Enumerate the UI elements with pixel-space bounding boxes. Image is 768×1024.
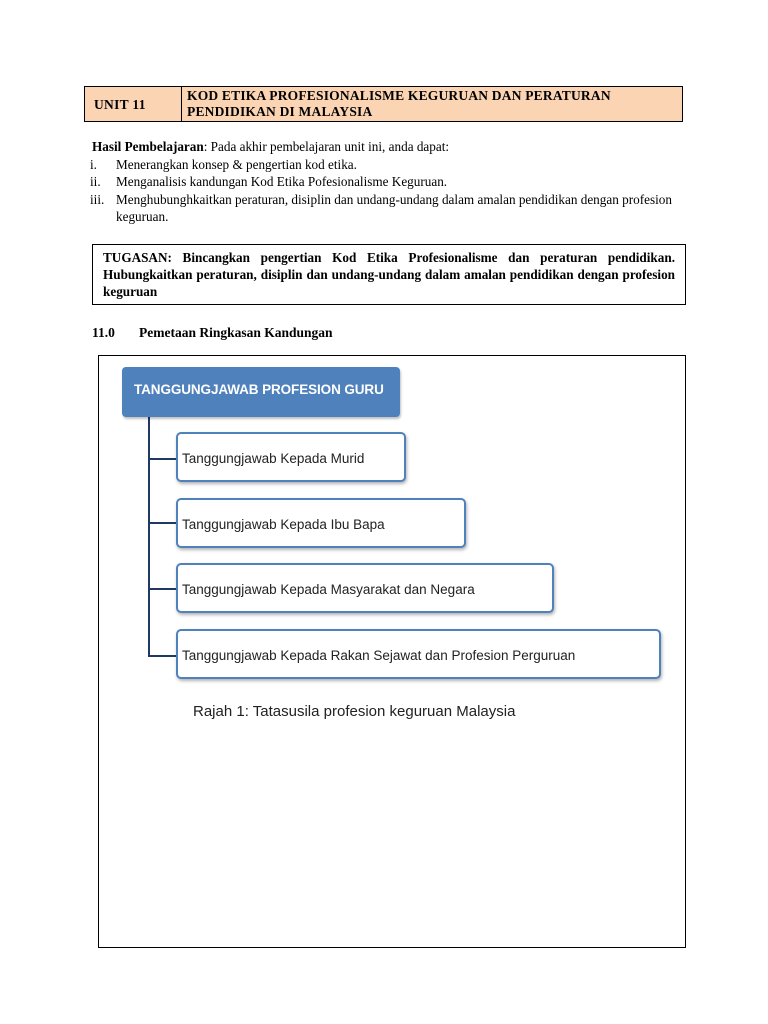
outcome-number: ii. [90, 174, 101, 189]
diagram-node-ibu-bapa: Tanggungjawab Kepada Ibu Bapa [176, 498, 466, 548]
outcomes-lead-bold: Hasil Pembelajaran [92, 139, 204, 154]
diagram-root-node: TANGGUNGJAWAB PROFESION GURU [122, 367, 400, 417]
outcome-text: Menghubunghkaitkan peraturan, disiplin dan undang-undang dalam amalan pendidikan dengan profesion keguruan. [116, 191, 672, 224]
outcome-number: iii. [90, 191, 105, 207]
section-title: Pemetaan Ringkasan Kandungan [139, 325, 333, 340]
figure-caption: Rajah 1: Tatasusila profesion keguruan Malaysia [193, 703, 516, 720]
diagram-node-rakan-sejawat: Tanggungjawab Kepada Rakan Sejawat dan Profesion Perguruan [176, 629, 661, 679]
unit-label: UNIT 11 [85, 87, 182, 121]
diagram-node-murid: Tanggungjawab Kepada Murid [176, 432, 406, 482]
section-number: 11.0 [92, 325, 115, 340]
outcome-text: Menerangkan konsep & pengertian kod etika. [116, 156, 357, 172]
outcome-number: i. [90, 156, 97, 172]
diagram-node-masyarakat: Tanggungjawab Kepada Masyarakat dan Negara [176, 563, 554, 613]
outcome-text: Menganalisis kandungan Kod Etika Pofesionalisme Keguruan. [116, 174, 448, 189]
task-box: TUGASAN: Bincangkan pengertian Kod Etika Profesionalisme dan peraturan pendidikan. Hubungkaitkan peraturan, disiplin dan undang-undang dalam amalan pendidikan dengan profesion keguruan [92, 244, 686, 305]
unit-title: KOD ETIKA PROFESIONALISME KEGURUAN DAN PERATURAN PENDIDIKAN DI MALAYSIA [187, 88, 611, 119]
outcomes-lead-text: : Pada akhir pembelajaran unit ini, anda dapat: [203, 139, 450, 154]
